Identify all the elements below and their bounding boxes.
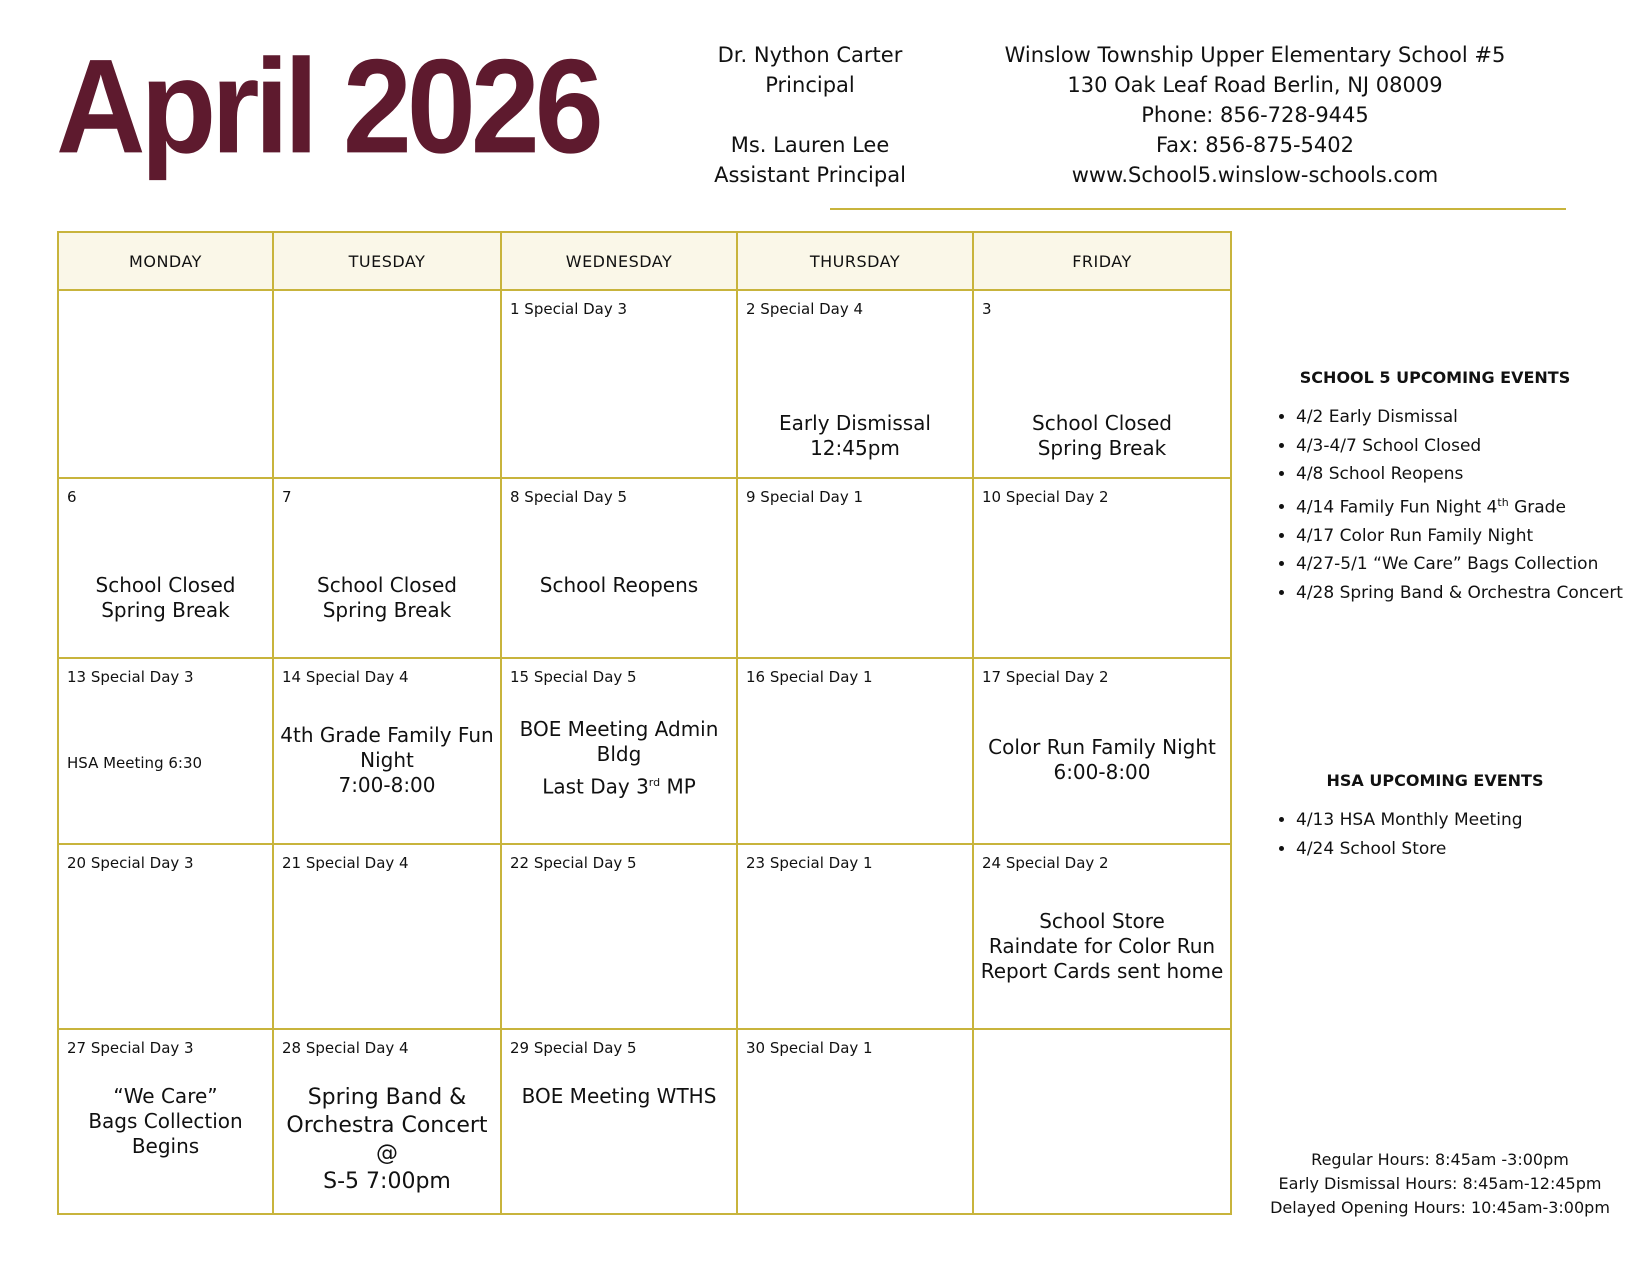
day-number: 23 Special Day 1 [746, 854, 873, 872]
day-number: 22 Special Day 5 [510, 854, 637, 872]
list-item: • 4/17 Color Run Family Night [1296, 522, 1626, 551]
day-cell [973, 658, 1231, 844]
day-number: 2 Special Day 4 [746, 300, 864, 318]
day-cell [501, 478, 737, 658]
school-phone: Phone: 856-728-9445 [1141, 103, 1369, 127]
day-cell [273, 844, 501, 1029]
school-address: 130 Oak Leaf Road Berlin, NJ 08009 [1067, 73, 1443, 97]
day-event: Early Dismissal 12:45pm [779, 411, 931, 460]
principal-title: Principal [765, 73, 855, 97]
list-item: • 4/24 School Store [1296, 835, 1626, 864]
delayed-opening-hours: Delayed Opening Hours: 10:45am-3:00pm [1270, 1198, 1610, 1217]
day-cell [737, 1029, 973, 1214]
list-item: • 4/27-5/1 “We Care” Bags Collection [1296, 550, 1626, 579]
day-event: School Closed Spring Break [317, 573, 457, 622]
weekday-header-row [58, 232, 1231, 290]
day-event: BOE Meeting Admin Bldg [519, 717, 719, 766]
school-website: www.School5.winslow-schools.com [1071, 163, 1439, 187]
hsa-events-heading: HSA UPCOMING EVENTS [1326, 771, 1544, 790]
list-item: • 4/13 HSA Monthly Meeting [1296, 806, 1626, 835]
day-event: HSA Meeting 6:30 [67, 754, 203, 772]
list-item: • 4/3-4/7 School Closed [1296, 432, 1626, 461]
day-cell [273, 1029, 501, 1214]
day-event: Spring Band & Orchestra Concert @ S-5 7:00pm [286, 1085, 488, 1194]
list-item: • 4/2 Early Dismissal [1296, 403, 1626, 432]
day-cell [273, 290, 501, 478]
school-events-heading: SCHOOL 5 UPCOMING EVENTS [1299, 368, 1571, 387]
day-number: 9 Special Day 1 [746, 488, 864, 506]
day-cell [58, 658, 273, 844]
day-number: 20 Special Day 3 [67, 854, 194, 872]
day-event: School Closed Spring Break [1032, 411, 1172, 460]
day-number: 24 Special Day 2 [982, 854, 1109, 872]
administration-block [680, 40, 940, 190]
day-number: 13 Special Day 3 [67, 668, 194, 686]
day-event-last-day-mp: Last Day 3rd MP [542, 774, 696, 799]
day-cell [737, 478, 973, 658]
weekday-thursday: THURSDAY [737, 232, 973, 290]
day-event: Color Run Family Night 6:00-8:00 [988, 735, 1216, 784]
day-cell [273, 658, 501, 844]
weekday-friday: FRIDAY [973, 232, 1231, 290]
day-number: 17 Special Day 2 [982, 668, 1109, 686]
day-number: 21 Special Day 4 [282, 854, 409, 872]
day-event: School Store Raindate for Color Run Report Cards sent home [980, 909, 1224, 983]
day-event: 4th Grade Family Fun Night 7:00-8:00 [280, 723, 494, 797]
day-cell [737, 658, 973, 844]
day-number: 1 Special Day 3 [510, 300, 628, 318]
day-event: BOE Meeting WTHS [521, 1084, 717, 1108]
school-contact-block [975, 40, 1535, 190]
day-number: 27 Special Day 3 [67, 1039, 194, 1057]
day-cell [273, 478, 501, 658]
hsa-events-list [1278, 806, 1626, 863]
day-number: 6 [67, 488, 77, 506]
day-cell [973, 478, 1231, 658]
day-cell [501, 290, 737, 478]
calendar-grid [57, 231, 1232, 1215]
day-number: 30 Special Day 1 [746, 1039, 873, 1057]
principal-name: Dr. Nython Carter [717, 43, 903, 67]
page-title: April 2026 [56, 32, 599, 182]
day-number: 16 Special Day 1 [746, 668, 873, 686]
weekday-tuesday: TUESDAY [273, 232, 501, 290]
day-cell [501, 1029, 737, 1214]
assistant-principal-name: Ms. Lauren Lee [730, 133, 890, 157]
day-number: 8 Special Day 5 [510, 488, 628, 506]
day-event: School Closed Spring Break [95, 573, 236, 622]
school-fax: Fax: 856-875-5402 [1156, 133, 1354, 157]
day-number: 28 Special Day 4 [282, 1039, 409, 1057]
header-divider [830, 208, 1566, 210]
day-number: 14 Special Day 4 [282, 668, 409, 686]
weekday-monday: MONDAY [58, 232, 273, 290]
day-cell [58, 478, 273, 658]
day-cell [58, 290, 273, 478]
day-event: School Reopens [539, 573, 699, 597]
school-events-list [1278, 403, 1626, 607]
day-cell [501, 844, 737, 1029]
assistant-principal-title: Assistant Principal [714, 163, 906, 187]
list-item: • 4/28 Spring Band & Orchestra Concert [1296, 579, 1626, 608]
week-row [58, 290, 1231, 478]
week-row [58, 478, 1231, 658]
day-cell [737, 844, 973, 1029]
list-item: • 4/14 Family Fun Night 4th Grade [1296, 489, 1626, 522]
day-cell [973, 1029, 1231, 1214]
week-row [58, 1029, 1231, 1214]
early-dismissal-hours: Early Dismissal Hours: 8:45am-12:45pm [1278, 1174, 1602, 1193]
day-number: 15 Special Day 5 [510, 668, 637, 686]
day-cell [973, 844, 1231, 1029]
day-number: 29 Special Day 5 [510, 1039, 637, 1057]
day-number: 3 [982, 300, 992, 318]
school-hours [1255, 1148, 1625, 1220]
list-item: • 4/8 School Reopens [1296, 460, 1626, 489]
weekday-wednesday: WEDNESDAY [501, 232, 737, 290]
school-name: Winslow Township Upper Elementary School #5 [1004, 43, 1506, 67]
regular-hours: Regular Hours: 8:45am -3:00pm [1311, 1150, 1569, 1169]
day-number: 7 [282, 488, 292, 506]
day-cell [973, 290, 1231, 478]
day-event: “We Care” Bags Collection Begins [88, 1084, 243, 1158]
day-number: 10 Special Day 2 [982, 488, 1109, 506]
day-cell [58, 844, 273, 1029]
day-cell [737, 290, 973, 478]
day-cell [58, 1029, 273, 1214]
week-row [58, 844, 1231, 1029]
week-row [58, 658, 1231, 844]
day-cell [501, 658, 737, 844]
